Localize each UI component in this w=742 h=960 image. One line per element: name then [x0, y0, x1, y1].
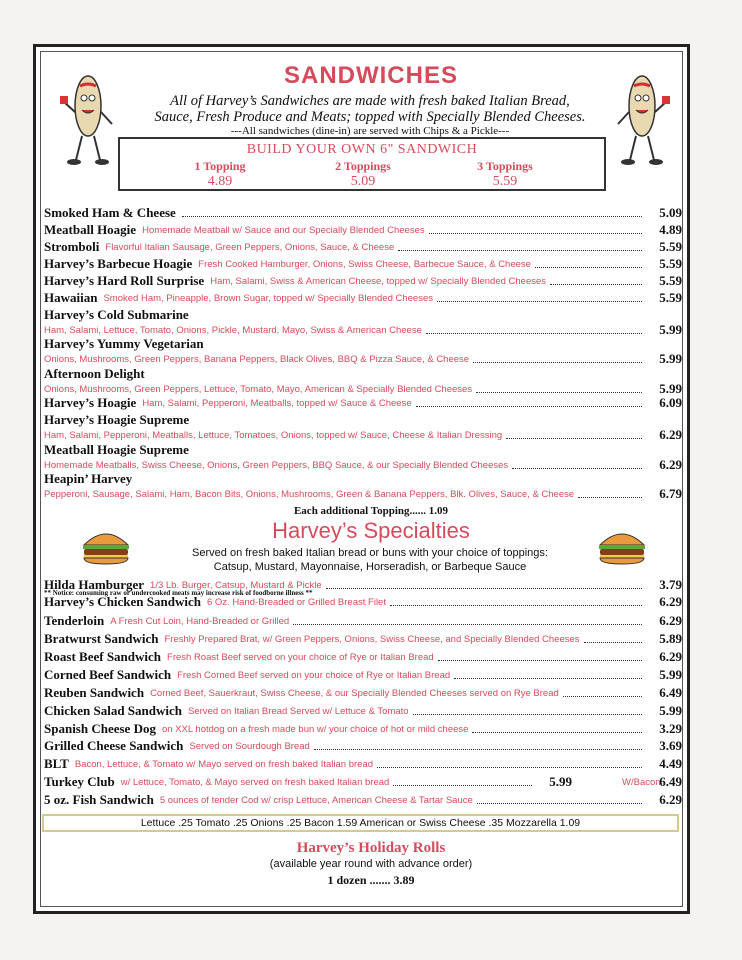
- dot-leader: [512, 468, 642, 469]
- holiday-rolls-price: 1 dozen ....... 3.89: [327, 873, 415, 887]
- specialties-sub-1: Served on fresh baked Italian bread or buns with your choice of toppings:: [192, 547, 548, 559]
- dot-leader: [578, 497, 642, 498]
- menu-item-name: Spanish Cheese Dog: [44, 721, 156, 736]
- menu-item-name: Reuben Sandwich: [44, 685, 145, 700]
- menu-item-row: [44, 721, 682, 739]
- dot-leader: [563, 696, 642, 697]
- build-option: 2 Toppings 5.09: [335, 159, 391, 189]
- menu-item-description: on XXL hotdog on a fresh made bun w/ your choice of hot or mild cheese: [161, 724, 469, 735]
- menu-item-row: [44, 239, 682, 257]
- dot-leader: [293, 624, 642, 625]
- menu-item-description: Ham, Salami, Swiss & American Cheese, topped w/ Specially Blended Cheeses: [210, 276, 547, 287]
- dot-leader: [438, 660, 642, 661]
- menu-item-name: Bratwurst Sandwich: [44, 631, 159, 646]
- menu-item-description: Smoked Ham, Pineapple, Brown Sugar, topped w/ Specially Blended Cheeses: [103, 293, 433, 304]
- menu-item-row: [44, 774, 682, 792]
- menu-item-name: Harvey’s Chicken Sandwich: [44, 594, 201, 609]
- build-your-own-title: BUILD YOUR OWN 6" SANDWICH: [246, 142, 478, 157]
- menu-item-row: [44, 412, 682, 444]
- menu-item-name: Turkey Club: [44, 774, 115, 789]
- menu-item-description: Freshly Prepared Brat, w/ Green Peppers, Onions, Swiss Cheese, and Specially Blended Cheeses: [164, 634, 580, 645]
- menu-item-row: [44, 222, 682, 240]
- menu-item-name: Corned Beef Sandwich: [44, 667, 172, 682]
- menu-item-name: Roast Beef Sandwich: [44, 649, 162, 664]
- dot-leader: [472, 732, 642, 733]
- dot-leader: [314, 749, 642, 750]
- menu-item-price: 6.29: [659, 427, 682, 442]
- menu-item-price: 6.29: [659, 792, 682, 807]
- dot-leader: [477, 803, 642, 804]
- menu-item-row: [44, 395, 682, 413]
- holiday-rolls-title: Harvey’s Holiday Rolls: [296, 840, 446, 856]
- menu-item-name: Afternoon Delight: [44, 366, 145, 381]
- menu-item-description: Fresh Corned Beef served on your choice of Rye or Italian Bread: [177, 670, 451, 681]
- intro-line-2: Sauce, Fresh Produce and Meats; topped with Specially Blended Cheeses.: [154, 109, 586, 125]
- dot-leader: [454, 678, 642, 679]
- menu-item-row: [44, 649, 682, 667]
- menu-item-row: [44, 307, 682, 339]
- menu-item-name: Tenderloin: [44, 613, 105, 628]
- menu-item-description: 6 Oz. Hand-Breaded or Grilled Breast Filet: [206, 597, 386, 608]
- menu-item-name: Meatball Hoagie: [44, 222, 137, 237]
- raw-meat-notice: ** Notice: consuming raw or undercooked meats may increase risk of foodborne illness **: [44, 589, 313, 597]
- menu-item-name: Smoked Ham & Cheese: [44, 205, 176, 220]
- menu-item-row: [44, 685, 682, 703]
- dot-leader: [429, 233, 642, 234]
- menu-item-description: 5 ounces of tender Cod w/ crisp Lettuce, American Cheese & Tartar Sauce: [159, 795, 473, 806]
- menu-item-name: 5 oz. Fish Sandwich: [44, 792, 154, 807]
- menu-item-price: 5.59: [659, 256, 682, 271]
- menu-item-row: [44, 442, 682, 474]
- menu-item-row: [44, 273, 682, 291]
- specialties-title: Harvey’s Specialties: [272, 518, 470, 543]
- dot-leader: [416, 406, 642, 407]
- menu-item-description: w/ Lettuce, Tomato, & Mayo served on fresh baked Italian bread: [120, 777, 390, 788]
- menu-item-price: 4.49: [659, 756, 682, 771]
- menu-item-price: 5.99: [659, 351, 682, 366]
- dot-leader: [182, 216, 642, 217]
- menu-item-price: 6.09: [659, 395, 682, 410]
- menu-item-name: Hilda Hamburger: [44, 577, 145, 592]
- menu-item-description: Fresh Roast Beef served on your choice of Rye or Italian Bread: [167, 652, 434, 663]
- menu-item-price: 5.99: [659, 667, 682, 682]
- menu-item-name: Harvey’s Cold Submarine: [44, 307, 189, 322]
- menu-item-row: [44, 756, 682, 774]
- menu-item-alt-label: W/Bacon: [622, 777, 661, 788]
- dot-leader: [535, 267, 642, 268]
- menu-item-name: Heapin’ Harvey: [44, 471, 133, 486]
- menu-item-alt-price: 5.99: [549, 774, 572, 789]
- holiday-rolls-sub: (available year round with advance order): [269, 858, 473, 870]
- menu-item-row: [44, 256, 682, 274]
- specialties-sub-2: Catsup, Mustard, Mayonnaise, Horseradish, or Barbeque Sauce: [213, 561, 527, 573]
- menu-item-name: Grilled Cheese Sandwich: [44, 738, 184, 753]
- menu-item-price: 6.49: [659, 685, 682, 700]
- menu-item-description: Homemade Meatball w/ Sauce and our Specially Blended Cheeses: [142, 225, 425, 236]
- menu-item-price: 6.29: [659, 613, 682, 628]
- build-your-own-box: [118, 137, 606, 191]
- menu-item-price: 5.59: [659, 239, 682, 254]
- menu-item-price: 5.99: [659, 703, 682, 718]
- menu-item-row: [44, 631, 682, 649]
- menu-item-row: [44, 792, 682, 810]
- menu-item-description: 1/3 Lb. Burger, Catsup, Mustard & Pickle: [150, 580, 322, 591]
- dot-leader: [426, 333, 642, 334]
- menu-item-description: Ham, Salami, Pepperoni, Meatballs, topped w/ Sauce & Cheese: [142, 398, 412, 409]
- build-option: 1 Topping 4.89: [194, 159, 246, 189]
- menu-item-description: Ham, Salami, Lettuce, Tomato, Onions, Pickle, Mustard, Mayo, Swiss & American Cheese: [44, 325, 422, 336]
- dot-leader: [377, 767, 642, 768]
- menu-item-price: 4.89: [659, 222, 682, 237]
- menu-item-description: Pepperoni, Sausage, Salami, Ham, Bacon Bits, Onions, Mushrooms, Green & Banana Peppers, Blk. Olives, Sauce, & Cheese: [44, 489, 575, 500]
- toppings-price-bar: Lettuce .25 Tomato .25 Onions .25 Bacon 1.59 American or Swiss Cheese .35 Mozzarella 1.09: [42, 814, 679, 832]
- menu-item-name: Chicken Salad Sandwich: [44, 703, 182, 718]
- menu-item-row: [44, 336, 682, 368]
- menu-item-price: 5.59: [659, 273, 682, 288]
- menu-item-name: Meatball Hoagie Supreme: [44, 442, 189, 457]
- dot-leader: [437, 301, 642, 302]
- menu-item-price: 6.29: [659, 649, 682, 664]
- sandwiches-title: SANDWICHES: [283, 62, 458, 89]
- chips-note: ---All sandwiches (dine-in) are served with Chips & a Pickle---: [230, 125, 510, 137]
- menu-item-description: Onions, Mushrooms, Green Peppers, Banana Peppers, Black Olives, BBQ & Pizza Sauce, & Cheese: [44, 354, 470, 365]
- menu-item-description: A Fresh Cut Loin, Hand-Breaded or Grilled: [110, 616, 290, 627]
- menu-item-row: [44, 738, 682, 756]
- dot-leader: [398, 250, 642, 251]
- menu-item-row: [44, 290, 682, 308]
- dot-leader: [473, 362, 642, 363]
- menu-item-row: [44, 667, 682, 685]
- dot-leader: [506, 438, 642, 439]
- menu-item-row: [44, 366, 682, 398]
- dot-leader: [476, 392, 642, 393]
- dot-leader: [326, 588, 642, 589]
- menu-item-name: Stromboli: [44, 239, 100, 254]
- menu-item-description: Corned Beef, Sauerkraut, Swiss Cheese, & our Specially Blended Cheeses served on Rye Bread: [150, 688, 559, 699]
- menu-item-price: 5.89: [659, 631, 682, 646]
- menu-item-description: Served on Sourdough Bread: [189, 741, 310, 752]
- menu-item-name: BLT: [44, 756, 69, 771]
- dot-leader: [550, 284, 642, 285]
- each-additional-topping: Each additional Topping...... 1.09: [293, 505, 449, 517]
- menu-item-description: Homemade Meatballs, Swiss Cheese, Onions, Green Peppers, BBQ Sauce, & our Specially Blended Cheeses: [44, 460, 509, 471]
- menu-item-row: [44, 471, 682, 503]
- menu-item-name: Hawaiian: [44, 290, 98, 305]
- menu-item-row: [44, 613, 682, 631]
- dot-leader: [584, 642, 642, 643]
- dot-leader: [393, 785, 532, 786]
- menu-item-description: Onions, Mushrooms, Green Peppers, Lettuce, Tomato, Mayo, American & Specially Blended Cheeses: [44, 384, 473, 395]
- menu-item-price: 5.99: [659, 381, 682, 396]
- menu-item-price: 3.79: [659, 577, 682, 592]
- build-option: 3 Toppings 5.59: [477, 159, 533, 189]
- menu-item-name: Harvey’s Hoagie: [44, 395, 137, 410]
- menu-item-description: Fresh Cooked Hamburger, Onions, Swiss Cheese, Barbecue Sauce, & Cheese: [198, 259, 531, 270]
- menu-item-price: 6.29: [659, 594, 682, 609]
- menu-item-name: Harvey’s Barbecue Hoagie: [44, 256, 193, 271]
- menu-item-price: 6.49: [659, 774, 682, 789]
- menu-item-price: 3.29: [659, 721, 682, 736]
- menu-item-description: Ham, Salami, Pepperoni, Meatballs, Lettuce, Tomatoes, Onions, topped w/ Sauce, Cheese & Italian Dressing: [44, 430, 503, 441]
- menu-item-description: Bacon, Lettuce, & Tomato w/ Mayo served on fresh baked Italian bread: [74, 759, 374, 770]
- menu-item-name: Harvey’s Hoagie Supreme: [44, 412, 190, 427]
- menu-item-row: [44, 703, 682, 721]
- menu-item-price: 6.79: [659, 486, 682, 501]
- menu-item-price: 3.69: [659, 738, 682, 753]
- menu-item-description: Flavorful Italian Sausage, Green Peppers, Onions, Sauce, & Cheese: [105, 242, 395, 253]
- dot-leader: [390, 605, 642, 606]
- intro-line-1: All of Harvey’s Sandwiches are made with fresh baked Italian Bread,: [170, 93, 570, 109]
- menu-item-price: 5.09: [659, 205, 682, 220]
- dot-leader: [413, 714, 642, 715]
- menu-item-price: 6.29: [659, 457, 682, 472]
- menu-item-price: 5.59: [659, 290, 682, 305]
- menu-item-description: Served on Italian Bread Served w/ Lettuce & Tomato: [188, 706, 409, 717]
- menu-item-row: [44, 205, 682, 223]
- menu-item-price: 5.99: [659, 322, 682, 337]
- menu-item-name: Harvey’s Yummy Vegetarian: [44, 336, 204, 351]
- menu-item-name: Harvey’s Hard Roll Surprise: [44, 273, 205, 288]
